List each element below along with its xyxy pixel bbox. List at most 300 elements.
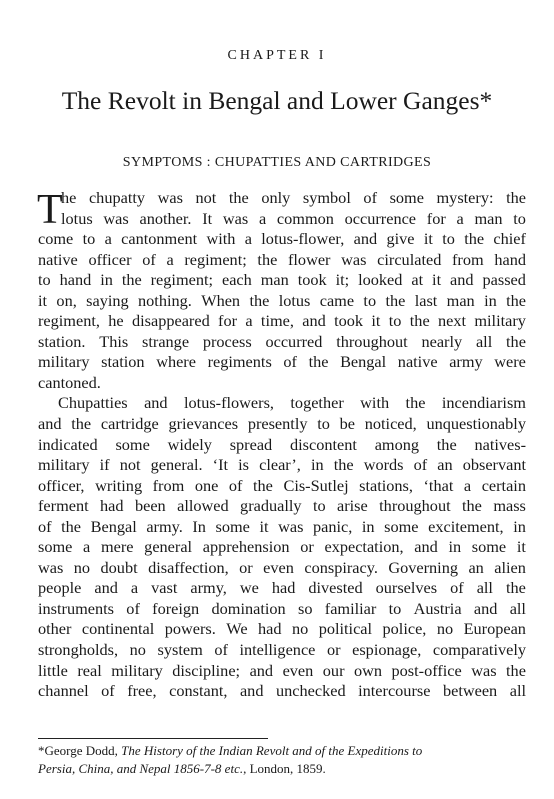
word: symbol (302, 188, 351, 207)
word: to (388, 311, 402, 331)
word: it (259, 516, 269, 536)
word: mass (493, 496, 526, 516)
footnote-line-2 (38, 760, 526, 778)
section-heading: SYMPTOMS : CHUPATTIES AND CARTRIDGES (122, 155, 432, 170)
word: nothing. (138, 290, 192, 310)
word: the (505, 578, 526, 598)
word: intelligence (239, 640, 316, 660)
text-line (38, 352, 526, 373)
word: spread (229, 434, 273, 454)
word: on, (56, 290, 77, 310)
word: army, (190, 578, 227, 598)
word: certain (481, 475, 526, 495)
word: where (156, 352, 196, 372)
word: ‘that (423, 475, 454, 495)
text-line (38, 435, 526, 456)
word: was (341, 249, 367, 269)
text-line (38, 558, 526, 579)
word: the (506, 188, 526, 207)
word: time, (260, 311, 294, 331)
body-text (38, 188, 526, 702)
word: conspiracy. (304, 557, 378, 577)
word: between (442, 681, 498, 701)
word: own (353, 660, 383, 680)
word: all (509, 681, 526, 701)
word: chupatty (88, 188, 146, 207)
word: When (201, 290, 241, 310)
word: the (506, 290, 526, 310)
word: observant (462, 455, 526, 475)
word: give (386, 229, 415, 249)
word: strongholds, (38, 640, 119, 660)
word: a (258, 208, 267, 228)
word: it (423, 229, 433, 249)
word: even (263, 557, 294, 577)
word: looked (358, 270, 403, 290)
word: lotus-flower, (261, 229, 345, 249)
word: In (192, 516, 206, 536)
word: another. (139, 208, 192, 228)
word: it (516, 537, 526, 557)
word: it (432, 270, 442, 290)
text-line (38, 661, 526, 682)
text-line (38, 229, 526, 250)
text-line (38, 311, 526, 332)
footnote-publication: , London, 1859. (243, 761, 326, 776)
word: throughout (336, 331, 408, 351)
word: widely (167, 434, 212, 454)
word: the (405, 393, 426, 413)
word: a (130, 578, 139, 598)
word: a (463, 475, 472, 495)
word: familiar (324, 598, 377, 618)
word: to (317, 414, 330, 434)
word: one (194, 475, 219, 495)
word: of (228, 475, 243, 495)
text-line (38, 250, 526, 271)
word: panic, (313, 516, 353, 536)
word: gradually (240, 496, 302, 516)
word: took (334, 311, 364, 331)
word: in (484, 290, 497, 310)
word: regiment; (150, 270, 214, 290)
word: clear’, (259, 455, 301, 475)
word: for (218, 311, 238, 331)
word: channel (38, 681, 89, 701)
word: general. (150, 455, 203, 475)
word: the (257, 249, 278, 269)
text-line (38, 414, 526, 435)
word: was (471, 660, 497, 680)
word: we (239, 578, 259, 598)
word: and (239, 681, 264, 701)
paragraph-2 (38, 393, 526, 701)
word: and (473, 598, 498, 618)
word: all (509, 598, 526, 618)
chapter-title: The Revolt in Bengal and Lower Ganges* (61, 86, 493, 115)
word: Cis-Sutlej (283, 475, 349, 495)
word: military (38, 455, 90, 475)
word: words (363, 455, 404, 475)
word: from (452, 249, 484, 269)
word: station (101, 352, 145, 372)
word: the (253, 475, 273, 495)
text-line (38, 599, 526, 620)
footnote-rule (38, 738, 268, 739)
word: of (413, 455, 428, 475)
word: domination (211, 598, 286, 618)
word: in (100, 270, 113, 290)
word: of (38, 516, 52, 536)
word: and (302, 311, 326, 331)
word: of (283, 352, 297, 372)
word: chief (493, 229, 526, 249)
word: cantoned. (38, 372, 101, 392)
word: were (494, 352, 526, 372)
word: to (38, 270, 51, 290)
word: espionage, (352, 640, 422, 660)
word: an (437, 455, 453, 475)
word: We (226, 619, 248, 639)
word: regiments (207, 352, 272, 372)
word: a (244, 229, 252, 249)
text-line (38, 209, 526, 230)
word: unchecked (275, 681, 346, 701)
text-line (38, 393, 526, 414)
word: doubt (100, 557, 138, 577)
word: divested (308, 578, 363, 598)
word: throughout (379, 496, 451, 516)
word: some (115, 434, 150, 454)
word: was (157, 188, 183, 207)
text-line (38, 291, 526, 312)
word: no (129, 640, 146, 660)
word: people (38, 578, 82, 598)
word: constant, (169, 681, 228, 701)
word: Bengal (340, 352, 387, 372)
word: had (271, 578, 296, 598)
word: the (462, 496, 482, 516)
word: officer (88, 249, 132, 269)
word: instruments (38, 598, 114, 618)
word: he (61, 188, 77, 207)
text-line (38, 373, 526, 394)
word: for (426, 208, 446, 228)
word: if (99, 455, 110, 475)
chapter-label: CHAPTER I (227, 48, 327, 63)
word: had (258, 619, 282, 639)
word: excitement, (428, 516, 504, 536)
word: saying (86, 290, 129, 310)
word: passed (482, 270, 526, 290)
word: native (397, 352, 438, 372)
word: it (38, 290, 48, 310)
word: a (245, 311, 253, 331)
word: army. (146, 516, 183, 536)
word: incendiarism (441, 393, 526, 413)
word: the (121, 270, 142, 290)
word: among (374, 434, 419, 454)
word: a (104, 229, 112, 249)
word: and (94, 578, 118, 598)
text-line (38, 332, 526, 353)
word: hand (494, 249, 526, 269)
word: to (82, 229, 96, 249)
word: alien (494, 557, 526, 577)
text-line (38, 517, 526, 538)
word: the (71, 414, 92, 434)
footnote (38, 742, 526, 778)
word: or (300, 537, 314, 557)
word: to (388, 598, 402, 618)
word: with (206, 229, 236, 249)
word: come (38, 229, 74, 249)
paragraph-1 (38, 188, 526, 393)
word: of (214, 640, 228, 660)
word: Governing (388, 557, 458, 577)
word: mystery: (436, 188, 494, 207)
word: disaffection, (148, 557, 229, 577)
word: came (319, 290, 355, 310)
word: the (506, 660, 526, 680)
text-line (38, 578, 526, 599)
footnote-book-title: The History of the Indian Revolt and of the Expeditions to (121, 743, 423, 758)
word: was (278, 516, 304, 536)
text-line (38, 619, 526, 640)
word: no (291, 619, 309, 639)
word: so (297, 598, 313, 618)
footnote-author: *George Dodd, (38, 743, 122, 758)
word: free, (127, 681, 157, 701)
word: of (126, 598, 140, 618)
word: it; (335, 270, 350, 290)
word: and (353, 229, 378, 249)
word: not (119, 455, 141, 475)
word: writing (95, 475, 143, 495)
word: took (297, 270, 327, 290)
word: and (450, 270, 474, 290)
word: of (450, 578, 464, 598)
word: a (83, 537, 91, 557)
word: it (371, 311, 381, 331)
word: not (195, 188, 217, 207)
word: strange (142, 331, 190, 351)
word: presently (247, 414, 308, 434)
word: expectation, (324, 537, 404, 557)
word: with (360, 393, 390, 413)
word: is (238, 455, 250, 475)
word: each (221, 270, 252, 290)
word: regiment, (38, 311, 100, 331)
word: or (326, 640, 341, 660)
word: cartridge (100, 414, 159, 434)
word: native (38, 249, 78, 269)
word: no (436, 619, 454, 639)
text-line (38, 188, 526, 209)
word: was (222, 208, 249, 228)
word: or (239, 557, 253, 577)
word: was (38, 557, 64, 577)
word: This (99, 331, 129, 351)
word: from (152, 475, 185, 495)
word: system (157, 640, 203, 660)
word: regiment; (184, 249, 247, 269)
word: the (506, 331, 526, 351)
word: military (111, 660, 163, 680)
word: of (363, 188, 377, 207)
word: the (464, 229, 485, 249)
word: be (339, 414, 356, 434)
word: man (446, 290, 475, 310)
word: next (438, 311, 467, 331)
word: Austria (413, 598, 462, 618)
word: other (38, 619, 72, 639)
word: lotus (61, 208, 93, 228)
text-line (38, 455, 526, 476)
word: and (38, 414, 62, 434)
word: ‘It (212, 455, 229, 475)
word: indicated (38, 434, 98, 454)
word: It (202, 208, 213, 228)
word: lotus-flowers, (184, 393, 274, 413)
word: man (474, 208, 503, 228)
word: the (409, 311, 430, 331)
word: circulated (377, 249, 442, 269)
text-line (38, 476, 526, 497)
word: had (100, 496, 124, 516)
text-line (38, 496, 526, 517)
word: disappeared (131, 311, 210, 331)
word: ourselves (375, 578, 438, 598)
word: mere (100, 537, 134, 557)
word: the (436, 434, 457, 454)
word: our (322, 660, 345, 680)
word: and (144, 393, 168, 413)
word: station. (38, 331, 86, 351)
word: hand (59, 270, 92, 290)
word: lotus (278, 290, 311, 310)
word: he (108, 311, 124, 331)
footnote-book-title-cont: Persia, China, and Nepal 1856-7-8 etc. (38, 761, 244, 776)
word: all (476, 578, 493, 598)
word: and (414, 537, 438, 557)
word: nearly (421, 331, 463, 351)
word: general (144, 537, 193, 557)
word: at (411, 270, 424, 290)
word: to (363, 290, 377, 310)
word: last (414, 290, 438, 310)
word: discontent (289, 434, 357, 454)
word: some (384, 516, 419, 536)
word: little (38, 660, 68, 680)
word: the (228, 188, 249, 207)
word: arise (337, 496, 368, 516)
text-line (38, 270, 526, 291)
word: common (276, 208, 334, 228)
word: occurred (265, 331, 323, 351)
word: of (101, 681, 115, 701)
word: some (215, 516, 250, 536)
word: the (249, 290, 270, 310)
word: process (202, 331, 252, 351)
word: no (73, 557, 91, 577)
word: military (474, 311, 526, 331)
word: in (448, 537, 462, 557)
footnote-line-1 (38, 742, 526, 760)
word: comparatively (432, 640, 526, 660)
word: a (166, 249, 174, 269)
word: in (310, 455, 324, 475)
word: noticed, (364, 414, 417, 434)
word: the (333, 455, 354, 475)
word: some (389, 188, 424, 207)
word: foreign (152, 598, 200, 618)
word: flower (287, 249, 331, 269)
text-line (38, 640, 526, 661)
word: ferment (38, 496, 89, 516)
word: occurrence (344, 208, 417, 228)
word: real (77, 660, 102, 680)
word: grievances (168, 414, 239, 434)
word: continental (81, 619, 155, 639)
word: to (312, 496, 326, 516)
word: military (38, 352, 90, 372)
text-line (38, 681, 526, 702)
word: to (513, 208, 526, 228)
word: in (361, 516, 375, 536)
word: army (449, 352, 483, 372)
word: Chupatties (58, 393, 128, 413)
word: allowed (177, 496, 229, 516)
word: man (260, 270, 289, 290)
word: of (142, 249, 156, 269)
word: in (513, 516, 526, 536)
word: stations, (359, 475, 413, 495)
word: officer, (38, 475, 85, 495)
word: a (456, 208, 464, 228)
word: natives- (474, 434, 526, 454)
word: even (282, 660, 314, 680)
word: apprehension (202, 537, 290, 557)
word: cantonment (121, 229, 198, 249)
word: political (318, 619, 373, 639)
word: unquestionably (426, 414, 526, 434)
word: vast (151, 578, 178, 598)
word: some (38, 537, 73, 557)
word: together (290, 393, 344, 413)
word: post-office (391, 660, 462, 680)
word: European (463, 619, 526, 639)
word: police, (382, 619, 427, 639)
drop-cap: T (37, 187, 63, 233)
word: some (471, 537, 507, 557)
word: powers. (164, 619, 216, 639)
word: intercourse (358, 681, 431, 701)
word: an (468, 557, 484, 577)
word: the (385, 290, 406, 310)
word: was (103, 208, 129, 228)
word: the (308, 352, 329, 372)
word: been (134, 496, 166, 516)
word: only (261, 188, 291, 207)
word: all (475, 331, 493, 351)
text-line (38, 537, 526, 558)
word: Bengal (90, 516, 137, 536)
word: discipline; (172, 660, 241, 680)
word: and (249, 660, 274, 680)
word: the (61, 516, 82, 536)
word: to (442, 229, 455, 249)
